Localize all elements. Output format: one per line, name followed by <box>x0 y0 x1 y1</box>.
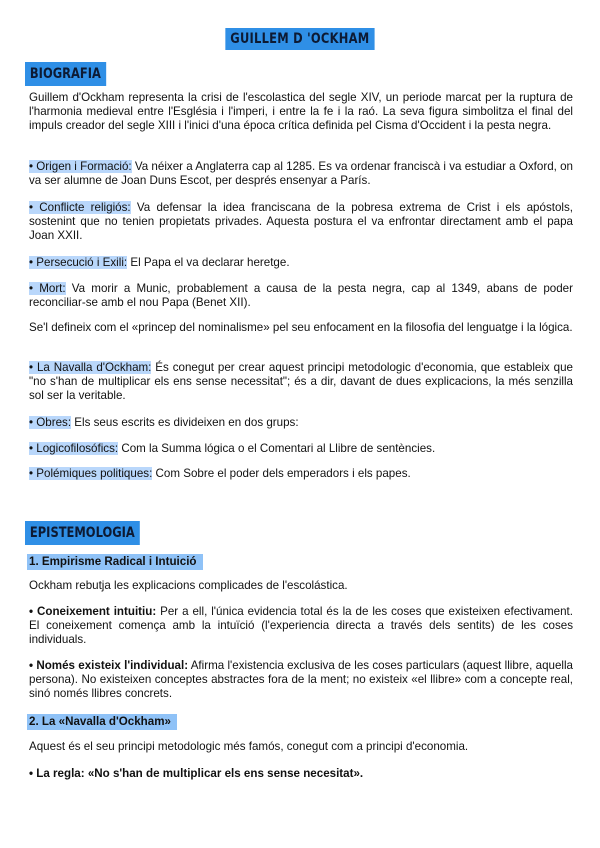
epist-principi-paragraph: Aquest és el seu principi metodologic més famós, conegut com a principi d'economia. <box>29 740 469 753</box>
bio-conflicte-label: • Conflicte religiós: <box>29 201 131 214</box>
epist-subheading-1: 1. Empirisme Radical i Intuició <box>27 554 203 570</box>
bio-persecucio-label: • Persecució i Exili: <box>29 256 128 269</box>
bio-obres-label: • Obres: <box>29 416 72 429</box>
bio-obres-text: Els seus escrits es divideixen en dos grups: <box>71 416 299 429</box>
bio-navalla-text: És conegut per crear aquest principi metodologic d'economia, que estableix que "no s'han de multiplicar els ens sense necessitat"; és a dir, davant de dues explicacions, la més senzilla sol ser la veritable. <box>29 361 573 402</box>
bio-persecucio-paragraph <box>29 256 573 270</box>
bio-persecucio-text: El Papa el va declarar heretge. <box>127 256 290 269</box>
bio-obres-paragraph <box>29 416 573 430</box>
bio-origen-paragraph <box>29 160 573 188</box>
epist-subheading-2: 2. La «Navalla d'Ockham» <box>27 714 177 730</box>
bio-polemiques-text: Com Sobre el poder dels emperadors i els papes. <box>152 467 411 480</box>
epist-intuitiu-text: Per a ell, l'única evidencia total és la de les coses que existeixen efectivament. El coneixement comença amb la intuïció (l'experiencia directa a través dels sentits) de les coses individuals. <box>29 605 573 646</box>
epist-rebutja-paragraph: Ockham rebutja les explicacions complicades de l'escolástica. <box>29 579 348 592</box>
epist-individual-text: Afirma l'existencia exclusiva de les coses particulars (aquest llibre, aquella persona). No existeixen conceptes abstractes fora de la ment; no existeix «el llibre» com a concepte real, sinó només llibres concrets. <box>29 659 574 700</box>
epist-intuitiu-paragraph <box>29 605 573 647</box>
bio-conflicte-paragraph <box>29 201 573 243</box>
epist-individual-label: • Només existeix l'individual: <box>29 659 189 672</box>
bio-origen-label: • Origen i Formació: <box>29 160 132 173</box>
bio-princep-paragraph: Se'l defineix com el «princep del nominalisme» pel seu enfocament en la filosofia del lenguatge i la lógica. <box>29 321 573 334</box>
bio-origen-text: Va néixer a Anglaterra cap al 1285. Es va ordenar franciscà i va estudiar a Oxford, on va ser alumne de Joan Duns Escot, per després ensenyar a París. <box>29 160 573 187</box>
epist-individual-paragraph <box>29 659 573 701</box>
bio-logico-label: • Logicofilosófics: <box>29 442 119 455</box>
bio-mort-label: • Mort: <box>29 282 66 295</box>
bio-logico-paragraph <box>29 442 573 456</box>
section-heading-epistemologia: EPISTEMOLOGIA <box>25 521 140 545</box>
bio-polemiques-label: • Polémiques politiques: <box>29 467 153 480</box>
bio-polemiques-paragraph <box>29 467 573 481</box>
epist-intuitiu-label: • Coneixement intuitiu: <box>29 605 157 618</box>
bio-mort-paragraph <box>29 282 573 310</box>
bio-navalla-label: • La Navalla d'Ockham: <box>29 361 152 374</box>
title-wrapper <box>0 28 600 50</box>
page-title: GUILLEM D 'OCKHAM <box>226 28 375 50</box>
bio-mort-text: Va morir a Munic, probablement a causa de la pesta negra, cap al 1349, abans de poder reconciliar-se amb el nou Papa (Benet XII). <box>29 282 573 309</box>
epist-regla-paragraph: • La regla: «No s'han de multiplicar els ens sense necesitat». <box>29 767 364 780</box>
section-heading-biografia: BIOGRAFIA <box>25 62 106 86</box>
bio-conflicte-text: Va defensar la idea franciscana de la pobresa extrema de Crist i els apóstols, sostenint que no tenien propietats privades. Aquesta postura el va enfrontar directament amb el papa Joan XXII. <box>29 201 574 242</box>
bio-logico-text: Com la Summa lógica o el Comentari al Llibre de sentències. <box>118 442 436 455</box>
bio-intro-paragraph: Guillem d'Ockham representa la crisi de l'escolastica del segle XIV, un periode marcat per la ruptura de l'harmonia medieval entre l'Església i l'imperi, i entre la fe i la raó. La seva figura simbolitza el final del impuls creador del segle XIII i l'inici d'una época crítica definida pel Cisma d'Occident i la pesta negra. <box>29 91 573 132</box>
bio-navalla-paragraph <box>29 361 573 403</box>
